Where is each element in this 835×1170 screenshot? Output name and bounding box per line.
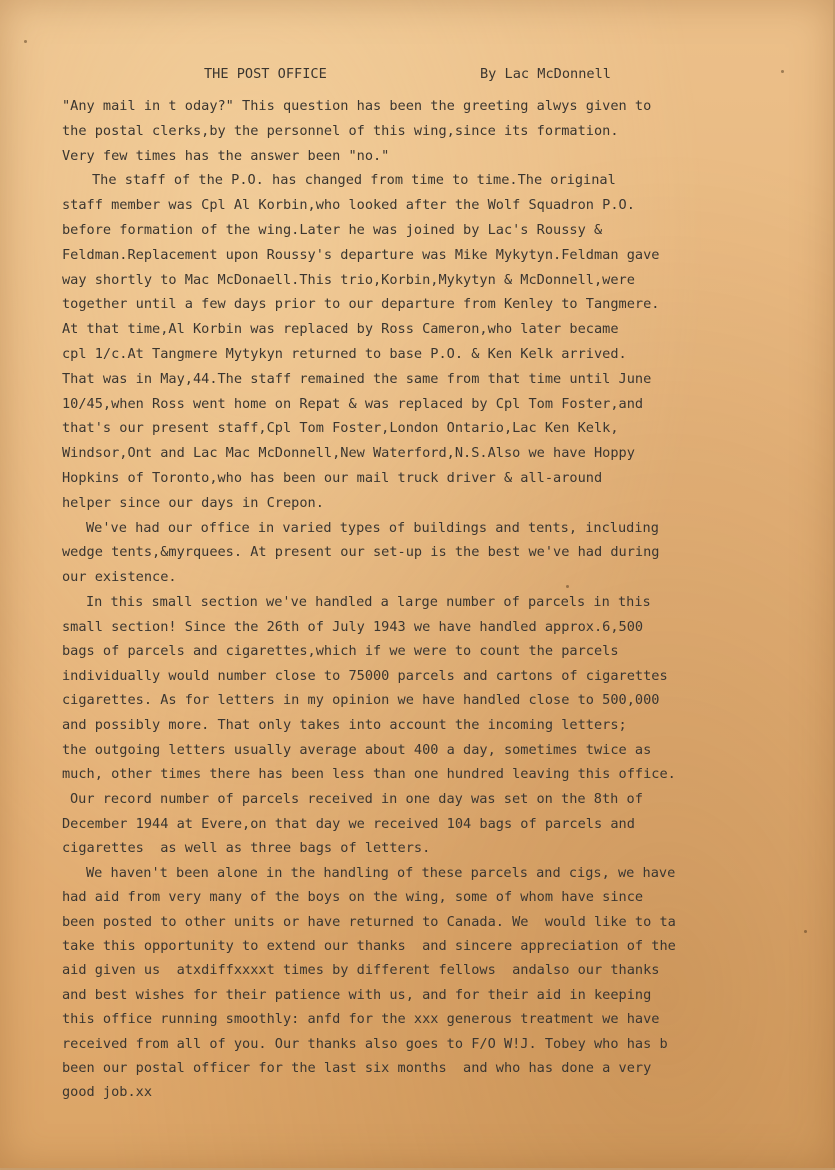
text-line: much, other times there has been less than one hundred leaving this office. — [62, 766, 676, 783]
text-line: bags of parcels and cigarettes,which if we were to count the parcels — [62, 643, 619, 660]
text-line: staff member was Cpl Al Korbin,who looked after the Wolf Squadron P.O. — [62, 197, 635, 214]
text-line: cpl 1/c.At Tangmere Mytykyn returned to base P.O. & Ken Kelk arrived. — [62, 345, 627, 362]
text-line: We've had our office in varied types of buildings and tents, including — [86, 519, 659, 536]
text-line: Our record number of parcels received in one day was set on the 8th of — [70, 790, 643, 807]
text-line: that's our present staff,Cpl Tom Foster,London Ontario,Lac Ken Kelk, — [62, 420, 619, 437]
text-line: and possibly more. That only takes into account the incoming letters; — [62, 716, 627, 733]
text-line: "Any mail in t oday?" This question has been the greeting alwys given to — [62, 98, 652, 114]
text-line: been posted to other units or have returned to Canada. We would like to ta — [62, 913, 676, 930]
paper-speck — [24, 40, 27, 43]
text-line: Windsor,Ont and Lac Mac McDonnell,New Waterford,N.S.Also we have Hoppy — [62, 445, 635, 462]
text-line: good job.xx — [62, 1084, 153, 1101]
text-line: December 1944 at Evere,on that day we received 104 bags of parcels and — [62, 815, 635, 832]
text-line: aid given us atxdiffxxxxt times by different fellows andalso our thanks — [62, 962, 660, 979]
text-line: At that time,Al Korbin was replaced by Ross Cameron,who later became — [62, 321, 619, 338]
text-line: That was in May,44.The staff remained the same from that time until June — [62, 370, 652, 387]
text-line: cigarettes as well as three bags of letters. — [62, 840, 431, 857]
paper-speck — [566, 585, 569, 588]
text-line: 10/45,when Ross went home on Repat & was replaced by Cpl Tom Foster,and — [62, 395, 644, 412]
text-line: We haven't been alone in the handling of these parcels and cigs, we have — [86, 864, 676, 881]
text-line: before formation of the wing.Later he was joined by Lac's Roussy & — [62, 221, 603, 238]
article-byline: By Lac McDonnell — [480, 66, 611, 82]
text-line: take this opportunity to extend our thanks and sincere appreciation of the — [62, 938, 676, 955]
text-line: received from all of you. Our thanks also goes to F/O W!J. Tobey who has b — [62, 1035, 668, 1052]
paper-speck — [781, 70, 784, 73]
text-line: our existence. — [62, 569, 177, 586]
article-body — [0, 98, 835, 1109]
text-line: had aid from very many of the boys on the wing, some of whom have since — [62, 889, 644, 906]
text-line: this office running smoothly: anfd for the xxx generous treatment we have — [62, 1011, 660, 1028]
text-line: and best wishes for their patience with us, and for their aid in keeping — [62, 986, 652, 1003]
text-line: way shortly to Mac McDonaell.This trio,Korbin,Mykytyn & McDonnell,were — [62, 271, 635, 288]
text-line: Very few times has the answer been "no." — [62, 147, 390, 164]
text-line: wedge tents,&myrquees. At present our set-up is the best we've had during — [62, 544, 660, 561]
text-line: individually would number close to 75000 parcels and cartons of cigarettes — [62, 667, 668, 684]
text-line: the outgoing letters usually average about 400 a day, sometimes twice as — [62, 741, 652, 758]
text-line: helper since our days in Crepon. — [62, 494, 324, 511]
text-line: Feldman.Replacement upon Roussy's departure was Mike Mykytyn.Feldman gave — [62, 246, 660, 263]
text-line: Hopkins of Toronto,who has been our mail truck driver & all-around — [62, 469, 603, 486]
text-line: small section! Since the 26th of July 1943 we have handled approx.6,500 — [62, 618, 644, 635]
text-line: together until a few days prior to our departure from Kenley to Tangmere. — [62, 296, 660, 313]
text-line: The staff of the P.O. has changed from time to time.The original — [92, 172, 616, 189]
article-title: THE POST OFFICE — [204, 66, 327, 82]
text-line: the postal clerks,by the personnel of this wing,since its formation. — [62, 122, 619, 139]
page-header — [0, 66, 835, 90]
text-line: been our postal officer for the last six months and who has done a very — [62, 1060, 652, 1076]
text-line: In this small section we've handled a large number of parcels in this — [86, 593, 651, 610]
paper-speck — [804, 930, 807, 933]
text-line: cigarettes. As for letters in my opinion we have handled close to 500,000 — [62, 692, 660, 709]
